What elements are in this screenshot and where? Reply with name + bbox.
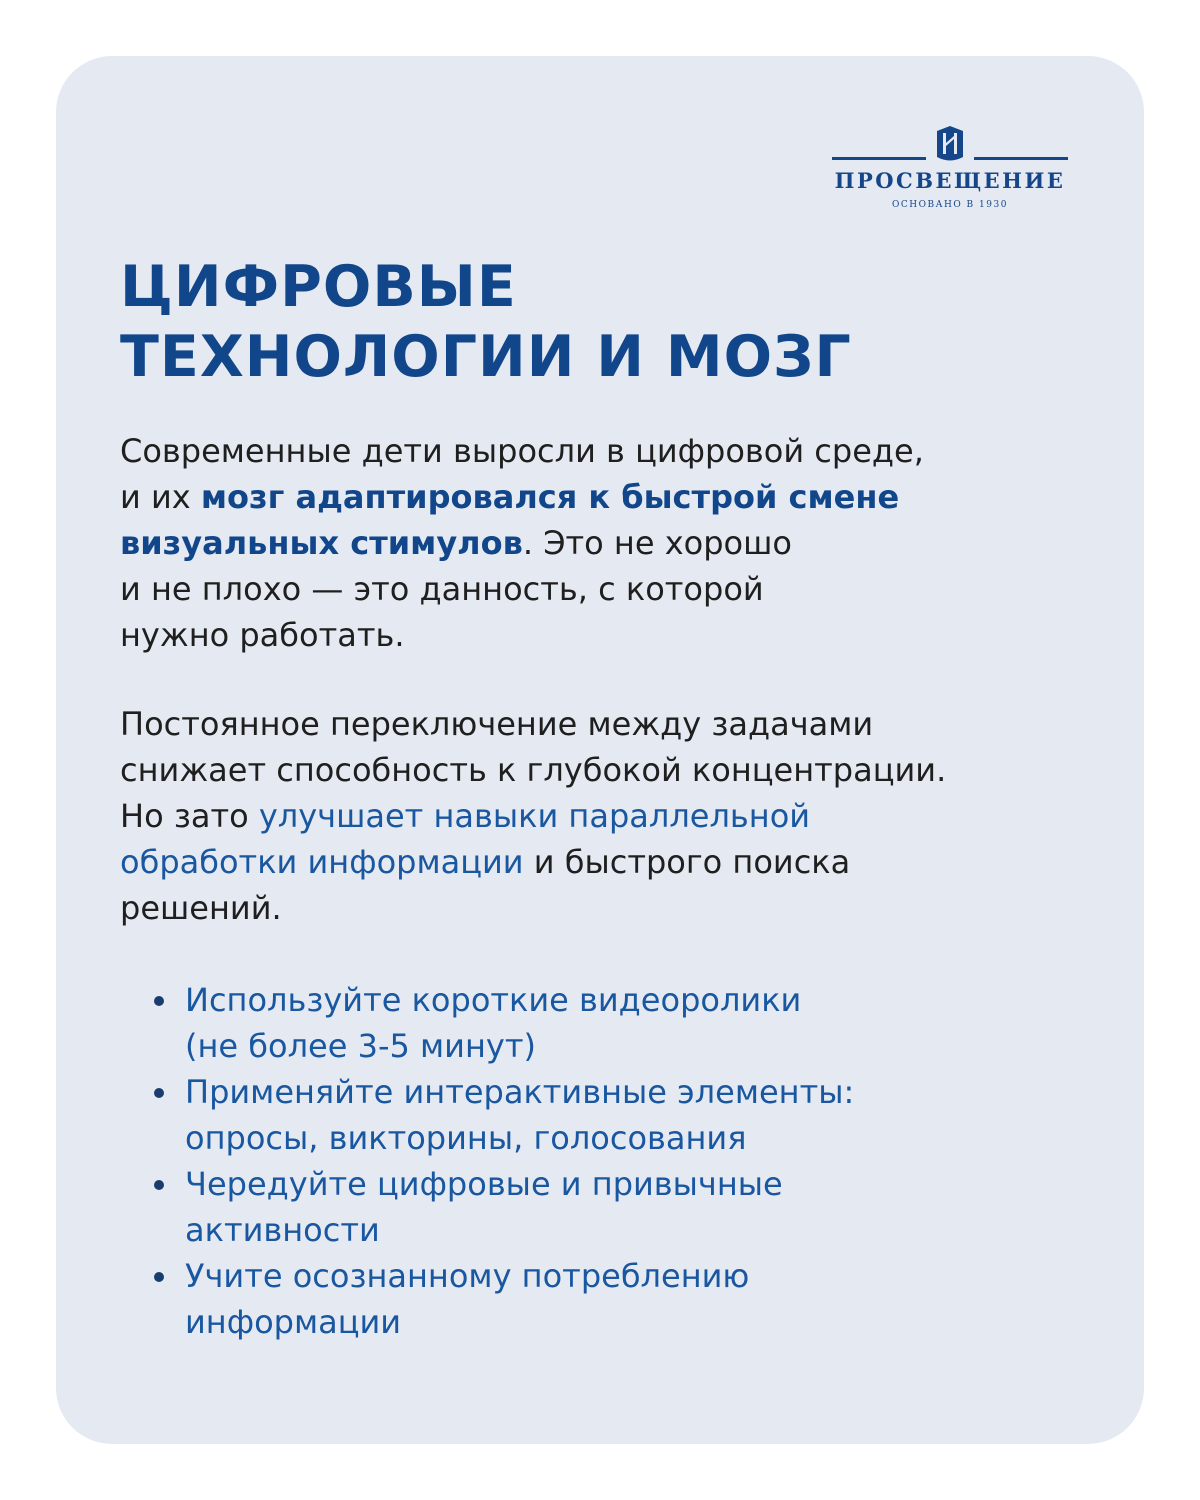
concentration-paragraph <box>120 701 946 931</box>
tip-text-line1: Учите осознанному потреблению <box>185 1257 750 1295</box>
tips-list <box>120 977 854 1345</box>
list-item <box>120 1253 854 1345</box>
info-card <box>56 56 1144 1444</box>
tip-text-line2: информации <box>185 1303 402 1341</box>
logo-divider-left <box>832 157 926 160</box>
paragraph1-line2-start: и их <box>120 478 201 516</box>
title-line-2: ТЕХНОЛОГИИ И МОЗГ <box>120 324 852 390</box>
logo-tagline: ОСНОВАНО В 1930 <box>892 200 1008 210</box>
page-title <box>120 252 852 392</box>
paragraph2-line5: решений. <box>120 889 282 927</box>
paragraph2-highlight-part1: улучшает навыки параллельной <box>258 797 811 835</box>
list-item <box>120 1161 854 1253</box>
tip-text-line2: (не более 3-5 минут) <box>185 1027 536 1065</box>
intro-paragraph <box>120 428 924 658</box>
paragraph1-highlight-part1: мозг адаптировался к быстрой смене <box>200 478 900 516</box>
paragraph1-highlight-part2: визуальных стимулов <box>120 524 523 562</box>
list-item <box>120 1069 854 1161</box>
publisher-logo <box>832 124 1072 214</box>
logo-divider-right <box>974 157 1068 160</box>
book-emblem-icon <box>934 124 966 164</box>
paragraph1-line1: Современные дети выросли в цифровой среде, <box>120 432 924 470</box>
tip-text-line1: Используйте короткие видеоролики <box>185 981 802 1019</box>
tip-text-line1: Применяйте интерактивные элементы: <box>185 1073 855 1111</box>
tip-text-line2: активности <box>185 1211 380 1249</box>
paragraph1-line3-end: . Это не хорошо <box>522 524 792 562</box>
paragraph1-line4: и не плохо — это данность, с которой <box>120 570 764 608</box>
bullet-icon <box>154 1180 164 1190</box>
paragraph2-line4-end: и быстрого поиска <box>523 843 851 881</box>
paragraph2-line1: Постоянное переключение между задачами <box>120 705 874 743</box>
title-line-1: ЦИФРОВЫЕ <box>120 254 517 320</box>
paragraph2-line2: снижает способность к глубокой концентрации. <box>120 751 947 789</box>
paragraph2-highlight-part2: обработки информации <box>120 843 524 881</box>
paragraph2-line3-start: Но зато <box>120 797 259 835</box>
list-item <box>120 977 854 1069</box>
tip-text-line1: Чередуйте цифровые и привычные <box>185 1165 783 1203</box>
paragraph1-line5: нужно работать. <box>120 616 405 654</box>
bullet-icon <box>154 1088 164 1098</box>
bullet-icon <box>154 1272 164 1282</box>
tip-text-line2: опросы, викторины, голосования <box>185 1119 747 1157</box>
logo-wordmark: ПРОСВЕЩЕНИЕ <box>834 168 1066 193</box>
bullet-icon <box>154 996 164 1006</box>
